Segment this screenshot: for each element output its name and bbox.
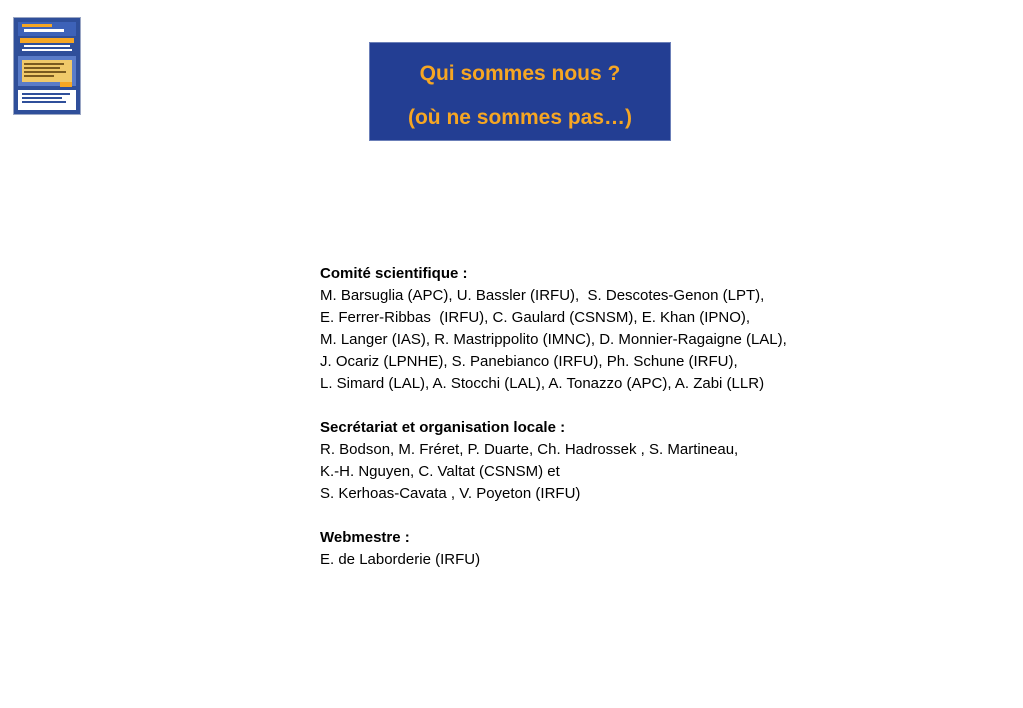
scientific-committee-line: E. Ferrer-Ribbas (IRFU), C. Gaulard (CSNSM), E. Khan (IPNO), — [320, 309, 751, 326]
secretariat-line: S. Kerhoas-Cavata , V. Poyeton (IRFU) — [320, 485, 581, 502]
scientific-committee-heading: Comité scientifique : — [320, 265, 468, 282]
section-spacer — [320, 505, 980, 527]
webmaster-line: E. de Laborderie (IRFU) — [320, 551, 481, 568]
secretariat-heading: Secrétariat et organisation locale : — [320, 419, 566, 436]
committee-list — [320, 263, 980, 571]
section-spacer — [320, 395, 980, 417]
scientific-committee-line: J. Ocariz (LPNHE), S. Panebianco (IRFU), Ph. Schune (IRFU), — [320, 353, 738, 370]
scientific-committee-line: M. Barsuglia (APC), U. Bassler (IRFU), S. Descotes-Genon (LPT), — [320, 287, 765, 304]
secretariat-line: R. Bodson, M. Fréret, P. Duarte, Ch. Hadrossek , S. Martineau, — [320, 441, 739, 458]
title-banner — [369, 42, 671, 141]
page-title: Qui sommes nous ? — [419, 62, 621, 85]
webmaster-heading: Webmestre : — [320, 529, 410, 546]
secretariat-line: K.-H. Nguyen, C. Valtat (CSNSM) et — [320, 463, 560, 480]
scientific-committee-line: L. Simard (LAL), A. Stocchi (LAL), A. Tonazzo (APC), A. Zabi (LLR) — [320, 375, 765, 392]
poster-thumbnail — [13, 17, 81, 115]
poster-thumbnail-icon — [14, 18, 80, 114]
scientific-committee-line: M. Langer (IAS), R. Mastrippolito (IMNC), D. Monnier-Ragaigne (LAL), — [320, 331, 787, 348]
page-subtitle: (où ne sommes pas…) — [407, 106, 633, 129]
